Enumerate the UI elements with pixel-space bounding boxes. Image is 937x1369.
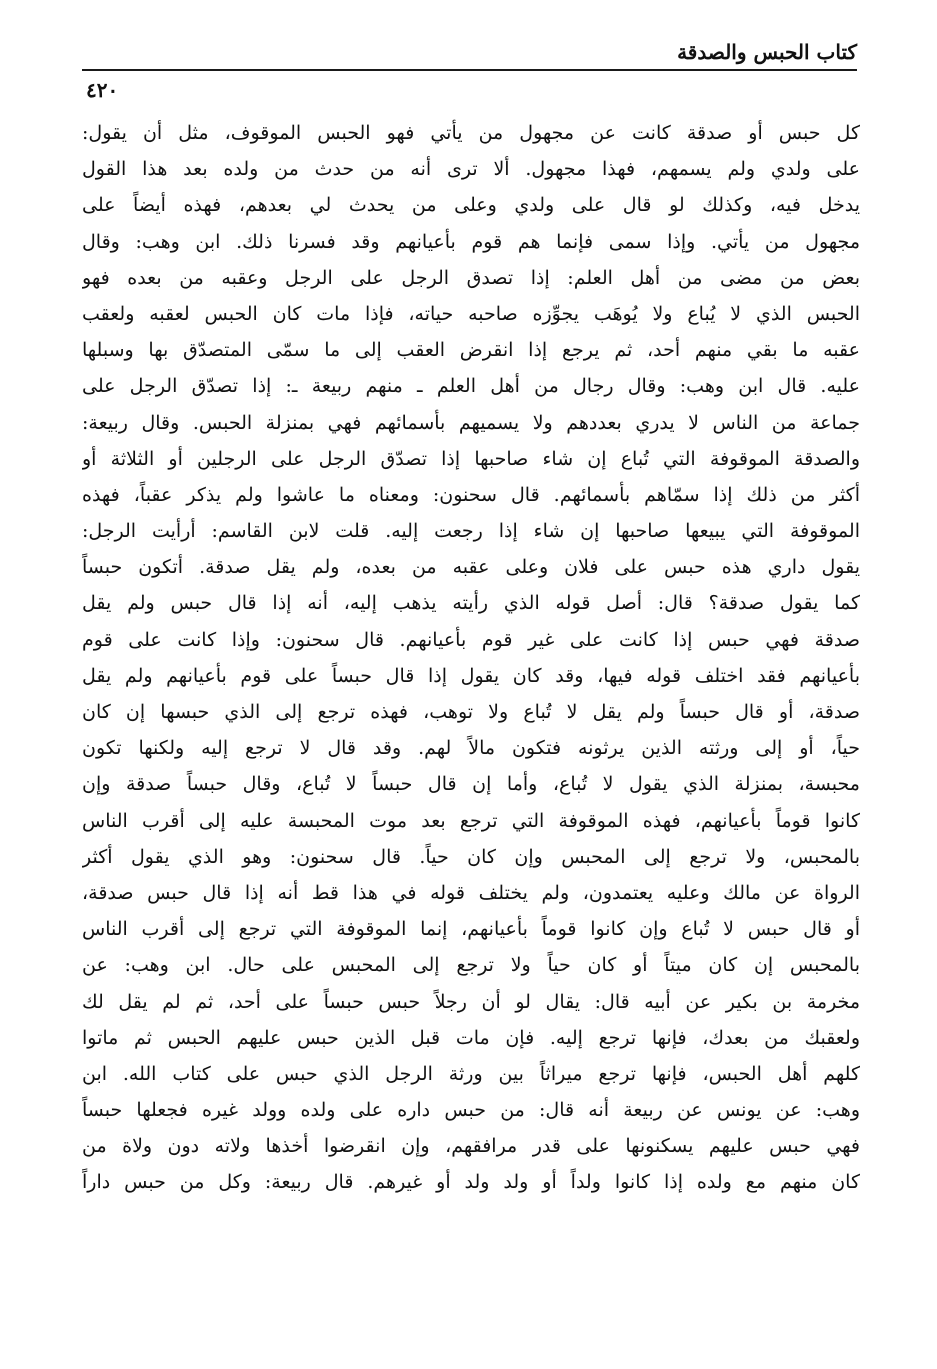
text-line: صدقة، أو قال حبساً ولم يقل لا تُباع ولا توهب، فهذه ترجع إلى الذي حبسها إن كان xyxy=(82,701,860,723)
text-line: الرواة عن مالك وعليه يعتمدون، ولم يختلف قوله في هذا قط أنه إذا قال حبس صدقة، xyxy=(82,881,860,904)
text-line: والصدقة الموقوفة التي تُباع إن شاء صاحبها إذا تصدّق الرجل على الرجلين أو الثلاثة أو xyxy=(82,447,860,470)
text-line: الموقوفة التي يبيعها صاحبها إن شاء إذا رجعت إليه. قلت لابن القاسم: أرأيت الرجل: xyxy=(82,520,860,543)
text-line: بالمحبس، ولا ترجع إلى المحبس وإن كان حياً. قال سحنون: وهو الذي يقول أكثر xyxy=(82,845,860,868)
text-line: بالمحبس إن كان ميتاً أو كان حياً ولا ترجع إلى المحبس على حال. ابن وهب: عن xyxy=(82,954,860,977)
text-line: مخرمة بن بكير عن أبيه قال: يقال لو أن رجلاً حبس حبساً على أحد، ثم لم يقل لك xyxy=(82,990,860,1013)
text-line: كلهم أهل الحبس، فإنها ترجع ميراثاً بين ورثة الرجل الذي حبس على كتاب الله. ابن xyxy=(82,1062,860,1085)
text-line: كان منهم مع ولده إذا كانوا ولداً أو ولد ولد أو غيرهم. قال ربيعة: وكل من حبس داراً xyxy=(82,1171,860,1194)
text-line: كانوا قوماً بأعيانهم، فهذه الموقوفة التي ترجع بعد موت المحبسة عليه إلى أقرب الناس xyxy=(82,809,860,832)
text-line: بأعيانهم فقد اختلف قوله فيها، وقد كان يقول إذا قال حبساً على قوم بأعيانهم ولم يقل xyxy=(82,664,860,687)
text-line: ولعقبك من بعدك، فإنها ترجع إليه. فإن مات قبل الذين حبس عليهم الحبس ثم ماتوا xyxy=(82,1026,860,1049)
text-line: حياً، أو إلى ورثته الذين يرثونه فتكون مالاً لهم. وقد قال لا ترجع إليه ولكنها تكون xyxy=(82,737,860,760)
text-line: كما يقول صدقة؟ قال: أصل قوله الذي رأيته يذهب إليه، أنه إذا قال حبس ولم يقل xyxy=(82,592,860,615)
text-line: أكثر من ذلك إذا سمّاهم بأسمائهم. قال سحنون: ومعناه ما عاشوا ولم يذكر عقباً، فهذه xyxy=(82,483,860,506)
text-line: بعض من مضى من أهل العلم: إذا تصدق الرجل على الرجل وعقبه من بعده فهو xyxy=(82,266,860,289)
text-line: يدخل فيه، وكذلك لو قال على ولدي وعلى من يحدث لي بعدهم، فهذه أيضاً على xyxy=(82,194,860,217)
page-number: ٤٢٠ xyxy=(86,78,119,102)
text-line: كل حبس أو صدقة كانت عن مجهول من يأتي فهو الحبس الموقوف، مثل أن يقول: xyxy=(82,122,860,144)
text-line: صدقة فهي حبس إذا كانت على غير قوم بأعيانهم. قال سحنون: وإذا كانت على قوم xyxy=(82,628,860,651)
running-title: كتاب الحبس والصدقة xyxy=(677,40,857,64)
text-line: عليه. قال ابن وهب: وقال رجال من أهل العلم ـ منهم ربيعة ـ: إذا تصدّق الرجل على xyxy=(82,375,860,398)
text-line: على ولدي ولم يسمهم، فهذا مجهول. ألا ترى أنه من حدث من ولده بعد هذا القول xyxy=(82,158,860,181)
text-line: وهب: عن يونس عن ربيعة أنه قال: من حبس داره على ولده وولد غيره فجعلها حبساً xyxy=(82,1099,860,1122)
text-line: أو قال حبس لا تُباع وإن كانوا قوماً بأعيانهم، إنما الموقوفة التي ترجع إلى أقرب الناس xyxy=(82,918,860,941)
body-text xyxy=(82,115,860,1201)
header-rule xyxy=(82,69,857,71)
text-line: الحبس الذي لا يُباع ولا يُوهَب يجوِّزه صاحبه حياته، فإذا مات كان الحبس لعقبه ولعقب xyxy=(82,302,860,325)
text-line: فهي حبس عليهم يسكنونها على قدر مرافقهم، وإن انقرضوا أخذها ولاته دون ولاة من xyxy=(82,1135,860,1158)
page-header xyxy=(82,38,857,72)
text-line: مجهول من يأتي. وإذا سمى فإنما هم قوم بأعيانهم وقد فسرنا ذلك. ابن وهب: وقال xyxy=(82,230,860,253)
text-line: عقبه ما بقي منهم أحد، ثم يرجع إذا انقرض العقب إلى ما سمّى المتصدّق بها وسبلها xyxy=(82,339,860,362)
text-line: محبسة، بمنزلة الذي يقول لا تُباع، وأما إن قال حبساً لا تُباع، وقال حبساً صدقة وإن xyxy=(82,773,860,796)
text-line: يقول داري هذه حبس على فلان وعلى عقبه من بعده، ولم يقل صدقة. أتكون حبساً xyxy=(82,556,860,579)
text-line: جماعة من الناس لا يدري بعددهم ولا يسميهم بأسمائهم فهي بمنزلة الحبس. وقال ربيعة: xyxy=(82,411,860,434)
